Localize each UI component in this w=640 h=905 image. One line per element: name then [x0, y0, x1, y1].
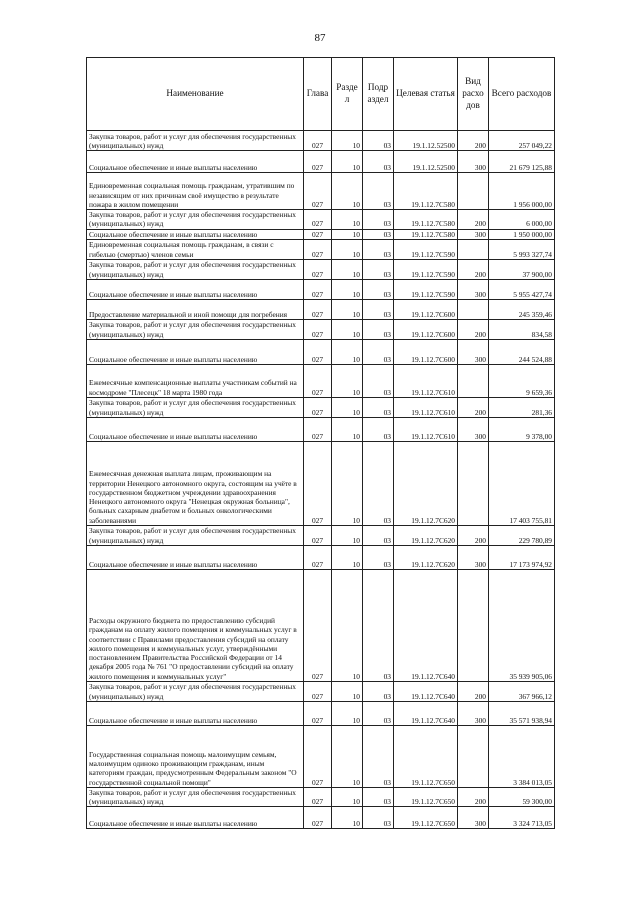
cell-section: 10: [332, 569, 363, 681]
cell-total: 1 950 000,00: [489, 229, 555, 239]
cell-target-article: 19.1.12.7С650: [394, 725, 458, 787]
cell-target-article: 19.1.12.7С620: [394, 525, 458, 545]
table-row: [87, 787, 555, 807]
cell-name: Социальное обеспечение и иные выплаты населению: [87, 807, 304, 829]
cell-name: Закупка товаров, работ и услуг для обеспечения государственных (муниципальных) нужд: [87, 319, 304, 339]
cell-section: 10: [332, 239, 363, 259]
cell-target-article: 19.1.12.7С580: [394, 210, 458, 230]
table-row: [87, 417, 555, 441]
cell-chapter: 027: [304, 364, 332, 397]
cell-section: 10: [332, 701, 363, 725]
cell-name: Ежемесячные компенсационные выплаты участникам событий на космодроме "Плесецк" 18 марта 1980 года: [87, 364, 304, 397]
cell-total: 9 659,36: [489, 364, 555, 397]
cell-section: 10: [332, 279, 363, 299]
cell-target-article: 19.1.12.7С590: [394, 239, 458, 259]
table-row: [87, 701, 555, 725]
cell-section: 10: [332, 259, 363, 279]
cell-name: Закупка товаров, работ и услуг для обеспечения государственных (муниципальных) нужд: [87, 397, 304, 417]
cell-expense-type: 300: [458, 151, 489, 173]
cell-target-article: 19.1.12.7С600: [394, 339, 458, 364]
cell-total: 9 378,00: [489, 417, 555, 441]
cell-chapter: 027: [304, 545, 332, 569]
cell-subsection: 03: [363, 173, 394, 210]
cell-target-article: 19.1.12.7С610: [394, 364, 458, 397]
table-row: [87, 131, 555, 151]
cell-expense-type: 300: [458, 229, 489, 239]
cell-expense-type: 200: [458, 259, 489, 279]
page-number: 87: [314, 32, 326, 44]
cell-subsection: 03: [363, 151, 394, 173]
cell-subsection: 03: [363, 364, 394, 397]
cell-subsection: 03: [363, 259, 394, 279]
table-row: [87, 807, 555, 829]
cell-total: 5 955 427,74: [489, 279, 555, 299]
cell-name: Закупка товаров, работ и услуг для обеспечения государственных (муниципальных) нужд: [87, 259, 304, 279]
table-row: [87, 364, 555, 397]
cell-name: Единовременная социальная помощь гражданам, утратившим по независящим от них причинам своё имущество в результате пожара в жилом помещении: [87, 173, 304, 210]
cell-subsection: 03: [363, 210, 394, 230]
cell-total: 245 359,46: [489, 299, 555, 319]
cell-chapter: 027: [304, 319, 332, 339]
cell-total: 229 780,89: [489, 525, 555, 545]
cell-total: 35 571 938,94: [489, 701, 555, 725]
cell-name: Закупка товаров, работ и услуг для обеспечения государственных (муниципальных) нужд: [87, 525, 304, 545]
cell-chapter: 027: [304, 210, 332, 230]
cell-section: 10: [332, 525, 363, 545]
cell-subsection: 03: [363, 681, 394, 701]
cell-expense-type: 300: [458, 545, 489, 569]
cell-expense-type: 300: [458, 279, 489, 299]
cell-name: Социальное обеспечение и иные выплаты населению: [87, 339, 304, 364]
cell-expense-type: 300: [458, 807, 489, 829]
cell-total: 35 939 905,06: [489, 569, 555, 681]
cell-target-article: 19.1.12.7С580: [394, 229, 458, 239]
cell-chapter: 027: [304, 339, 332, 364]
cell-section: 10: [332, 151, 363, 173]
table-row: [87, 397, 555, 417]
table-row: [87, 319, 555, 339]
cell-chapter: 027: [304, 725, 332, 787]
cell-expense-type: [458, 299, 489, 319]
cell-subsection: 03: [363, 701, 394, 725]
cell-section: 10: [332, 545, 363, 569]
cell-subsection: 03: [363, 299, 394, 319]
cell-subsection: 03: [363, 417, 394, 441]
cell-subsection: 03: [363, 229, 394, 239]
cell-chapter: 027: [304, 151, 332, 173]
cell-target-article: 19.1.12.7С580: [394, 173, 458, 210]
cell-subsection: 03: [363, 239, 394, 259]
table-row: [87, 725, 555, 787]
cell-target-article: 19.1.12.7С650: [394, 787, 458, 807]
cell-total: 3 324 713,05: [489, 807, 555, 829]
cell-total: 244 524,88: [489, 339, 555, 364]
cell-total: 281,36: [489, 397, 555, 417]
table-row: [87, 259, 555, 279]
cell-total: 37 900,00: [489, 259, 555, 279]
cell-total: 257 049,22: [489, 131, 555, 151]
cell-total: 17 173 974,92: [489, 545, 555, 569]
cell-target-article: 19.1.12.52500: [394, 151, 458, 173]
cell-total: 3 384 013,05: [489, 725, 555, 787]
cell-total: 6 000,00: [489, 210, 555, 230]
cell-subsection: 03: [363, 569, 394, 681]
cell-subsection: 03: [363, 319, 394, 339]
column-header-expense-type: Вид расхо дов: [458, 58, 489, 131]
table-row: [87, 525, 555, 545]
table-row: [87, 279, 555, 299]
column-header-target-article: Целевая статья: [394, 58, 458, 131]
budget-table: [86, 57, 555, 829]
table-row: [87, 545, 555, 569]
table-row: [87, 339, 555, 364]
cell-chapter: 027: [304, 239, 332, 259]
cell-subsection: 03: [363, 131, 394, 151]
cell-chapter: 027: [304, 279, 332, 299]
cell-name: Социальное обеспечение и иные выплаты населению: [87, 279, 304, 299]
cell-total: 367 966,12: [489, 681, 555, 701]
cell-total: 834,58: [489, 319, 555, 339]
cell-chapter: 027: [304, 173, 332, 210]
cell-name: Расходы окружного бюджета по предоставлению субсидий гражданам на оплату жилого помещения и коммунальных услуг в соответствии с Правилами предоставления субсидий на оплату жилого помещения и коммунальных услуг, утверждёнными постановлением Правительства Российской Федерации от 14 декабря 2005 года № 761 "О предоставлении субсидий на оплату жилого помещения и коммунальных услуг": [87, 569, 304, 681]
cell-section: 10: [332, 229, 363, 239]
cell-chapter: 027: [304, 259, 332, 279]
cell-subsection: 03: [363, 441, 394, 525]
table-row: [87, 173, 555, 210]
cell-target-article: 19.1.12.7С640: [394, 569, 458, 681]
column-header-chapter: Глава: [304, 58, 332, 131]
cell-section: 10: [332, 807, 363, 829]
cell-name: Закупка товаров, работ и услуг для обеспечения государственных (муниципальных) нужд: [87, 131, 304, 151]
cell-name: Социальное обеспечение и иные выплаты населению: [87, 701, 304, 725]
cell-target-article: 19.1.12.7С590: [394, 279, 458, 299]
cell-expense-type: 300: [458, 417, 489, 441]
cell-chapter: 027: [304, 441, 332, 525]
cell-section: 10: [332, 173, 363, 210]
cell-target-article: 19.1.12.7С600: [394, 299, 458, 319]
cell-expense-type: 200: [458, 787, 489, 807]
cell-total: 59 300,00: [489, 787, 555, 807]
cell-expense-type: [458, 569, 489, 681]
cell-expense-type: 300: [458, 701, 489, 725]
table-body: [87, 131, 555, 829]
cell-section: 10: [332, 364, 363, 397]
cell-expense-type: [458, 173, 489, 210]
column-header-subsection: Подр аздел: [363, 58, 394, 131]
cell-subsection: 03: [363, 525, 394, 545]
table-row: [87, 569, 555, 681]
cell-expense-type: [458, 441, 489, 525]
column-header-section: Разде л: [332, 58, 363, 131]
cell-target-article: 19.1.12.7С620: [394, 545, 458, 569]
cell-expense-type: 200: [458, 210, 489, 230]
table-row: [87, 210, 555, 230]
cell-chapter: 027: [304, 299, 332, 319]
cell-chapter: 027: [304, 229, 332, 239]
cell-expense-type: 200: [458, 131, 489, 151]
cell-section: 10: [332, 319, 363, 339]
cell-chapter: 027: [304, 525, 332, 545]
cell-chapter: 027: [304, 787, 332, 807]
cell-expense-type: 200: [458, 319, 489, 339]
cell-name: Единовременная социальная помощь гражданам, в связи с гибелью (смертью) членов семьи: [87, 239, 304, 259]
cell-name: Социальное обеспечение и иные выплаты населению: [87, 229, 304, 239]
cell-name: Социальное обеспечение и иные выплаты населению: [87, 151, 304, 173]
cell-name: Закупка товаров, работ и услуг для обеспечения государственных (муниципальных) нужд: [87, 210, 304, 230]
table-row: [87, 229, 555, 239]
cell-section: 10: [332, 441, 363, 525]
table-row: [87, 151, 555, 173]
cell-chapter: 027: [304, 569, 332, 681]
cell-name: Закупка товаров, работ и услуг для обеспечения государственных (муниципальных) нужд: [87, 787, 304, 807]
cell-subsection: 03: [363, 279, 394, 299]
cell-chapter: 027: [304, 131, 332, 151]
cell-target-article: 19.1.12.52500: [394, 131, 458, 151]
cell-total: 5 993 327,74: [489, 239, 555, 259]
cell-name: Социальное обеспечение и иные выплаты населению: [87, 545, 304, 569]
table-header-row: [87, 58, 555, 131]
cell-name: Предоставление материальной и иной помощи для погребения: [87, 299, 304, 319]
cell-section: 10: [332, 681, 363, 701]
cell-target-article: 19.1.12.7С640: [394, 681, 458, 701]
cell-total: 1 956 000,00: [489, 173, 555, 210]
cell-total: 17 403 755,81: [489, 441, 555, 525]
cell-chapter: 027: [304, 807, 332, 829]
cell-expense-type: [458, 725, 489, 787]
cell-section: 10: [332, 339, 363, 364]
column-header-name: Наименование: [87, 58, 304, 131]
cell-section: 10: [332, 787, 363, 807]
cell-expense-type: 200: [458, 681, 489, 701]
cell-section: 10: [332, 725, 363, 787]
cell-subsection: 03: [363, 545, 394, 569]
table-row: [87, 239, 555, 259]
cell-section: 10: [332, 210, 363, 230]
cell-chapter: 027: [304, 701, 332, 725]
cell-section: 10: [332, 397, 363, 417]
cell-target-article: 19.1.12.7С610: [394, 397, 458, 417]
cell-subsection: 03: [363, 725, 394, 787]
cell-chapter: 027: [304, 417, 332, 441]
cell-section: 10: [332, 299, 363, 319]
cell-subsection: 03: [363, 339, 394, 364]
cell-chapter: 027: [304, 397, 332, 417]
cell-expense-type: 300: [458, 339, 489, 364]
cell-expense-type: 200: [458, 397, 489, 417]
cell-target-article: 19.1.12.7С650: [394, 807, 458, 829]
cell-name: Социальное обеспечение и иные выплаты населению: [87, 417, 304, 441]
cell-target-article: 19.1.12.7С600: [394, 319, 458, 339]
cell-subsection: 03: [363, 397, 394, 417]
cell-target-article: 19.1.12.7С620: [394, 441, 458, 525]
cell-total: 21 679 125,88: [489, 151, 555, 173]
cell-target-article: 19.1.12.7С640: [394, 701, 458, 725]
cell-expense-type: [458, 239, 489, 259]
cell-name: Ежемесячная денежная выплата лицам, проживающим на территории Ненецкого автономного округа, состоящим на учёте в государственном бюджетном учреждении здравоохранения Ненецкого автономного округа "Ненецкая окружная больница", больных сахарным диабетом и больных онкологическими заболеваниями: [87, 441, 304, 525]
cell-expense-type: 200: [458, 525, 489, 545]
cell-subsection: 03: [363, 787, 394, 807]
table-row: [87, 299, 555, 319]
cell-section: 10: [332, 131, 363, 151]
cell-name: Закупка товаров, работ и услуг для обеспечения государственных (муниципальных) нужд: [87, 681, 304, 701]
table-row: [87, 681, 555, 701]
cell-expense-type: [458, 364, 489, 397]
table-row: [87, 441, 555, 525]
cell-section: 10: [332, 417, 363, 441]
cell-subsection: 03: [363, 807, 394, 829]
cell-chapter: 027: [304, 681, 332, 701]
cell-target-article: 19.1.12.7С590: [394, 259, 458, 279]
cell-target-article: 19.1.12.7С610: [394, 417, 458, 441]
column-header-total: Всего расходов: [489, 58, 555, 131]
cell-name: Государственная социальная помощь малоимущим семьям, малоимущим одиноко проживающим гражданам, иным категориям граждан, предусмотренным Федеральным законом "О государственной социальной помощи": [87, 725, 304, 787]
